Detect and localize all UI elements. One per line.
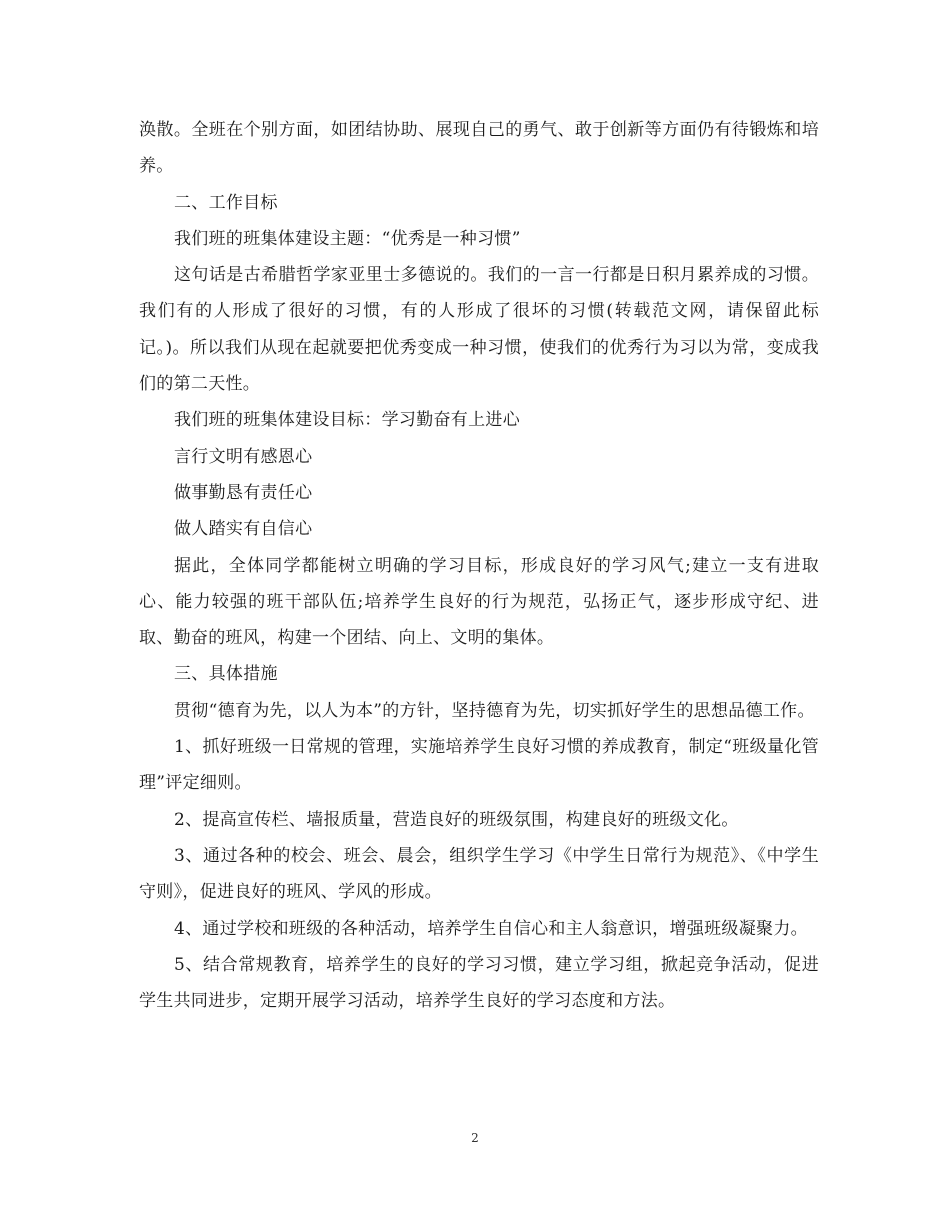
- paragraph-goal-confidence: 做人踏实有自信心: [174, 519, 313, 540]
- document-body: [139, 112, 819, 1019]
- section-heading-measures: 三、具体措施: [174, 664, 278, 685]
- paragraph-1: 涣散。全班在个别方面，如团结协助、展现自己的勇气、敢于创新等方面仍有待锻炼和培养。: [139, 120, 819, 177]
- paragraph-accordingly: 据此，全体同学都能树立明确的学习目标，形成良好的学习风气;建立一支有进取心、能力较强的班干部队伍;培养学生良好的行为规范，弘扬正气，逐步形成守纪、进取、勤奋的班风，构建一个团结、向上、文明的集体。: [139, 555, 819, 649]
- measure-item-3: 3、通过各种的校会、班会、晨会，组织学生学习《中学生日常行为规范》、《中学生守则》，促进良好的班风、学风的形成。: [139, 845, 819, 903]
- paragraph-goal-responsibility: 做事勤恳有责任心: [174, 482, 313, 503]
- paragraph-moral-education: 贯彻“德育为先，以人为本”的方针，坚持德育为先，切实抓好学生的思想品德工作。: [174, 700, 815, 721]
- measure-item-2: 2、提高宣传栏、墙报质量，营造良好的班级氛围，构建良好的班级文化。: [174, 809, 739, 830]
- paragraph-theme: 我们班的班集体建设主题：“优秀是一种习惯”: [174, 228, 521, 249]
- paragraph-aristotle: 这句话是古希腊哲学家亚里士多德说的。我们的一言一行都是日积月累养成的习惯。我们有的人形成了很好的习惯，有的人形成了很坏的习惯(转载范文网，请保留此标记。)。所以我们从现在起就要把优秀变成一种习惯，使我们的优秀行为习以为常，变成我们的第二天性。: [139, 265, 819, 395]
- measure-item-5: 5、结合常规教育，培养学生的良好的学习习惯，建立学习组，掀起竞争活动，促进学生共同进步，定期开展学习活动，培养学生良好的学习态度和方法。: [139, 954, 819, 1012]
- measure-item-4: 4、通过学校和班级的各种活动，培养学生自信心和主人翁意识，增强班级凝聚力。: [174, 918, 808, 939]
- page-number: 2: [471, 1131, 479, 1145]
- paragraph-goal-manners: 言行文明有感恩心: [174, 446, 313, 467]
- paragraph-goal-study: 我们班的班集体建设目标：学习勤奋有上进心: [174, 410, 520, 431]
- section-heading-goals: 二、工作目标: [174, 192, 278, 213]
- measure-item-1: 1、抓好班级一日常规的管理，实施培养学生良好习惯的养成教育，制定“班级量化管理”评定细则。: [139, 737, 819, 794]
